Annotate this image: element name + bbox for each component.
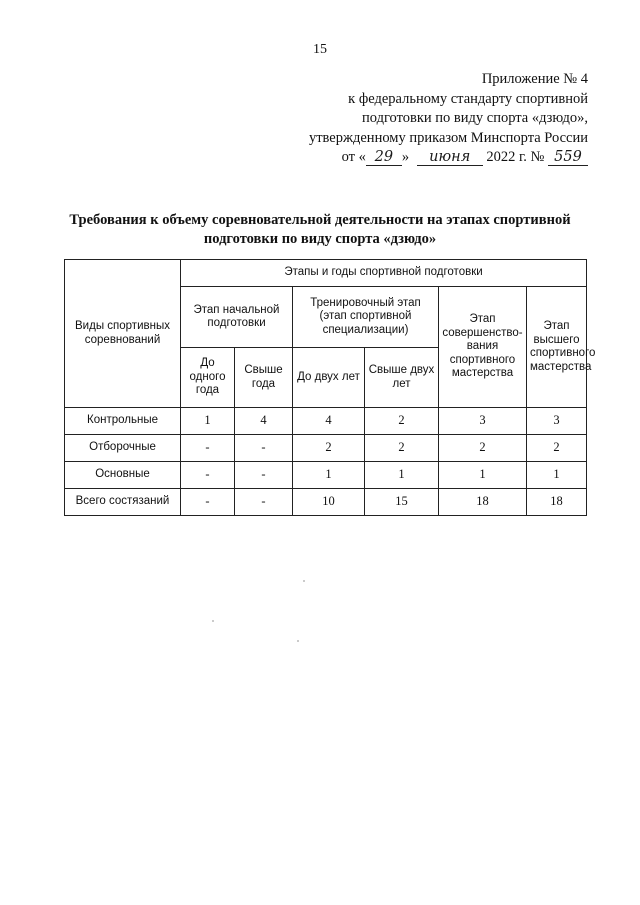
header-stages-years: Этапы и годы спортивной подготовки xyxy=(181,260,587,287)
table-cell: 3 xyxy=(527,408,587,435)
appendix-title: Приложение № 4 xyxy=(481,71,588,87)
header-stage-initial: Этап начальной подготовки xyxy=(181,287,293,348)
header-stage-training: Тренировочный этап (этап спортивной специализации) xyxy=(293,287,439,348)
header-stage-improvement: Этап совершенство-вания спортивного мастерства xyxy=(439,287,527,408)
table-cell: 1 xyxy=(527,462,587,489)
header-over-one-year: Свыше года xyxy=(235,348,293,408)
handwritten-month: июня xyxy=(417,149,483,166)
date-quote-close: » xyxy=(401,149,410,165)
document-title xyxy=(40,211,600,249)
table-cell: - xyxy=(235,462,293,489)
scan-speck xyxy=(297,640,299,642)
header-competition-types: Виды спортивных соревнований xyxy=(65,260,181,408)
scan-speck xyxy=(303,580,305,582)
appendix-date-line xyxy=(309,148,588,168)
table-cell: 1 xyxy=(293,462,365,489)
header-stage-higher: Этап высшего спортивного мастерства xyxy=(527,287,587,408)
table-row xyxy=(65,408,587,435)
table-row xyxy=(65,435,587,462)
table-cell: 1 xyxy=(365,462,439,489)
table-cell: - xyxy=(235,435,293,462)
table-cell: 4 xyxy=(293,408,365,435)
document-title-line-2: подготовки по виду спорта «дзюдо» xyxy=(203,231,437,247)
date-year: 2022 г. № xyxy=(486,149,545,165)
table-cell: 2 xyxy=(365,408,439,435)
appendix-line-order: утвержденному приказом Минспорта России xyxy=(308,129,588,146)
appendix-line-standard: к федеральному стандарту спортивной xyxy=(348,90,588,107)
table-cell: - xyxy=(181,435,235,462)
appendix-line-sport: подготовки по виду спорта «дзюдо», xyxy=(362,110,588,126)
header-over-two-years: Свыше двух лет xyxy=(365,348,439,408)
table-cell: 15 xyxy=(365,489,439,516)
table-cell: 10 xyxy=(293,489,365,516)
table-cell: 18 xyxy=(527,489,587,516)
scan-speck xyxy=(212,620,214,622)
handwritten-day: 29 xyxy=(366,149,402,166)
table-cell: 2 xyxy=(293,435,365,462)
table-header-row-1 xyxy=(65,260,587,287)
date-prefix: от « xyxy=(341,149,366,165)
document-title-line-1: Требования к объему соревновательной деятельности на этапах спортивной xyxy=(69,212,571,228)
appendix-header xyxy=(309,70,588,168)
table-cell: 1 xyxy=(439,462,527,489)
header-up-to-one-year: До одного года xyxy=(181,348,235,408)
table-cell: - xyxy=(181,489,235,516)
table-row xyxy=(65,462,587,489)
table-cell: - xyxy=(181,462,235,489)
table-cell: 18 xyxy=(439,489,527,516)
table-row xyxy=(65,489,587,516)
requirements-table xyxy=(64,259,596,516)
row-label: Всего состязаний xyxy=(65,489,181,516)
table-cell: 3 xyxy=(439,408,527,435)
row-label: Отборочные xyxy=(65,435,181,462)
table-cell: 1 xyxy=(181,408,235,435)
table-cell: 4 xyxy=(235,408,293,435)
table-cell: 2 xyxy=(365,435,439,462)
table-cell: 2 xyxy=(527,435,587,462)
header-up-to-two-years: До двух лет xyxy=(293,348,365,408)
table-cell: - xyxy=(235,489,293,516)
row-label: Контрольные xyxy=(65,408,181,435)
handwritten-order-number: 559 xyxy=(548,149,588,166)
row-label: Основные xyxy=(65,462,181,489)
page-number: 15 xyxy=(313,42,327,57)
table-cell: 2 xyxy=(439,435,527,462)
